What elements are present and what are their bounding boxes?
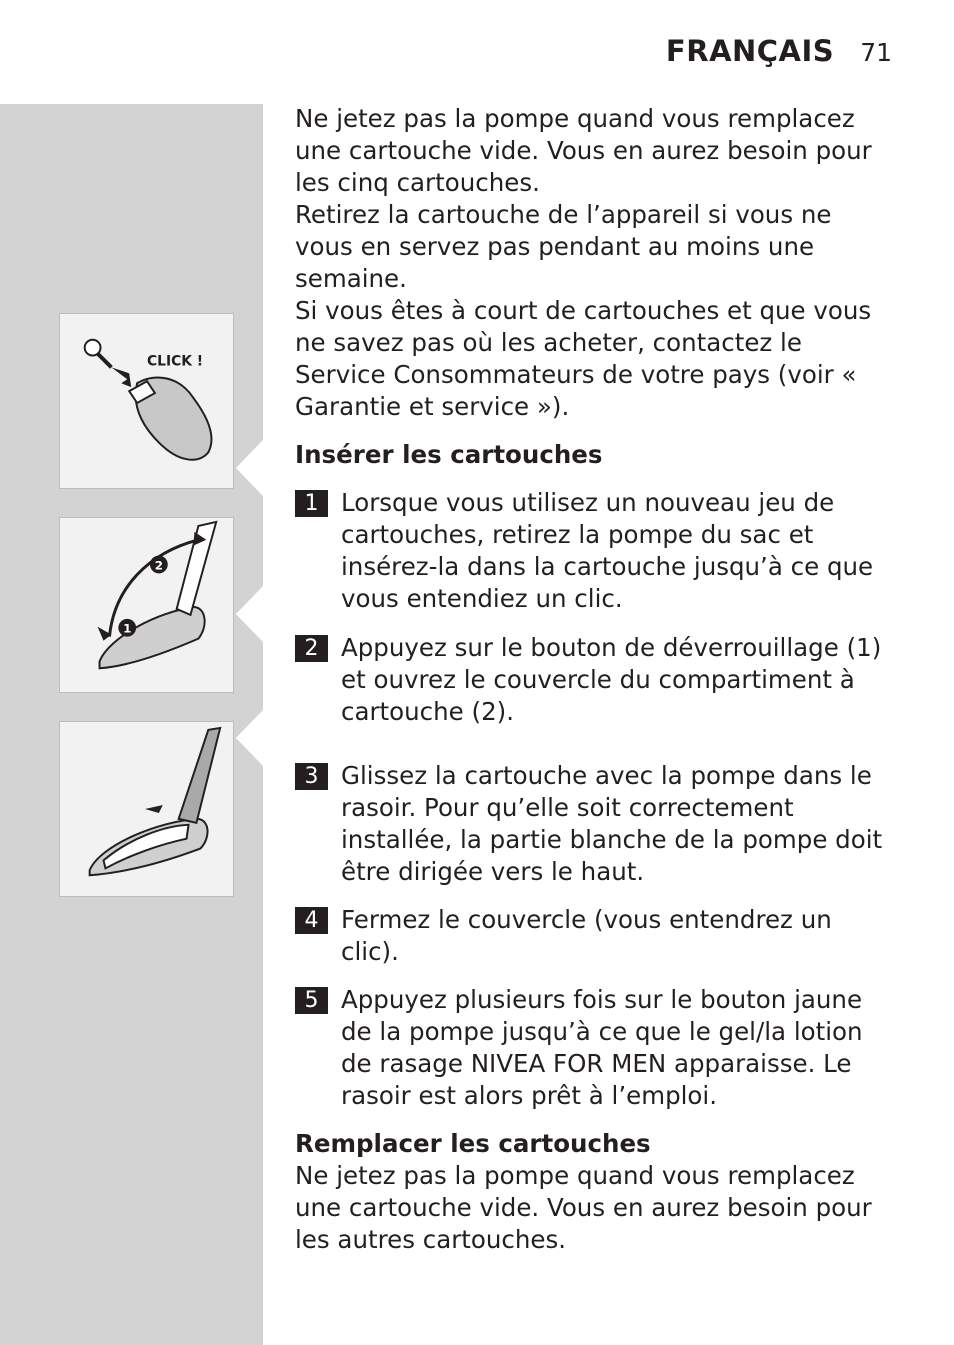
marker-2: 2 — [154, 558, 163, 573]
step-text: Appuyez plusieurs fois sur le bouton jaune de la pompe jusqu’à ce que le gel/la lotion de rasage NIVEA FOR MEN apparaisse. Le rasoir est alors prêt à l’emploi. — [341, 985, 863, 1110]
replace-paragraph: Ne jetez pas la pompe quand vous remplacez une cartouche vide. Vous en aurez besoin pour les autres cartouches. — [295, 1161, 872, 1254]
figure-open-cover — [59, 517, 234, 693]
language-title: FRANÇAIS — [665, 34, 835, 68]
step-number: 4 — [295, 907, 328, 934]
step-number: 1 — [295, 490, 328, 517]
figure-pointer — [236, 440, 263, 496]
step-number: 5 — [295, 987, 328, 1014]
intro-paragraph: Ne jetez pas la pompe quand vous remplacez une cartouche vide. Vous en aurez besoin pour les cinq cartouches. — [295, 104, 872, 197]
step-number: 2 — [295, 635, 328, 662]
section-heading-insert: Insérer les cartouches — [295, 440, 603, 469]
step-4 — [295, 904, 895, 968]
page-header — [666, 34, 892, 68]
step-text: Glissez la cartouche avec la pompe dans le rasoir. Pour qu’elle soit correctement installée, la partie blanche de la pompe doit être dirigée vers le haut. — [341, 761, 883, 886]
shaver-cartridge-illustration — [60, 722, 233, 896]
figure-insert-pump — [59, 313, 234, 489]
step-text: Appuyez sur le bouton de déverrouillage (1) et ouvrez le couvercle du compartiment à cartouche (2). — [341, 633, 882, 726]
step-2 — [295, 632, 895, 728]
main-content — [295, 103, 895, 1256]
marker-1: 1 — [123, 621, 132, 636]
step-5 — [295, 984, 895, 1112]
click-label: CLICK ! — [146, 353, 204, 370]
intro-paragraph: Retirez la cartouche de l’appareil si vous ne vous en servez pas pendant au moins une semaine. — [295, 200, 832, 293]
step-1 — [295, 487, 895, 615]
step-3 — [295, 760, 895, 888]
figure-slide-cartridge — [59, 721, 234, 897]
step-text: Lorsque vous utilisez un nouveau jeu de cartouches, retirez la pompe du sac et insérez-la dans la cartouche jusqu’à ce que vous entendiez un clic. — [341, 488, 874, 613]
shaver-open-illustration — [60, 518, 233, 692]
intro-paragraph: Si vous êtes à court de cartouches et que vous ne savez pas où les acheter, contactez le Service Consommateurs de votre pays (voir « Garantie et service »). — [295, 296, 872, 421]
section-heading-replace: Remplacer les cartouches — [295, 1129, 651, 1158]
pump-cartridge-illustration — [60, 314, 233, 488]
figure-pointer — [236, 586, 263, 642]
page-number: 71 — [860, 38, 892, 67]
step-text: Fermez le couvercle (vous entendrez un clic). — [341, 905, 832, 966]
figure-pointer — [236, 710, 263, 766]
step-number: 3 — [295, 763, 328, 790]
